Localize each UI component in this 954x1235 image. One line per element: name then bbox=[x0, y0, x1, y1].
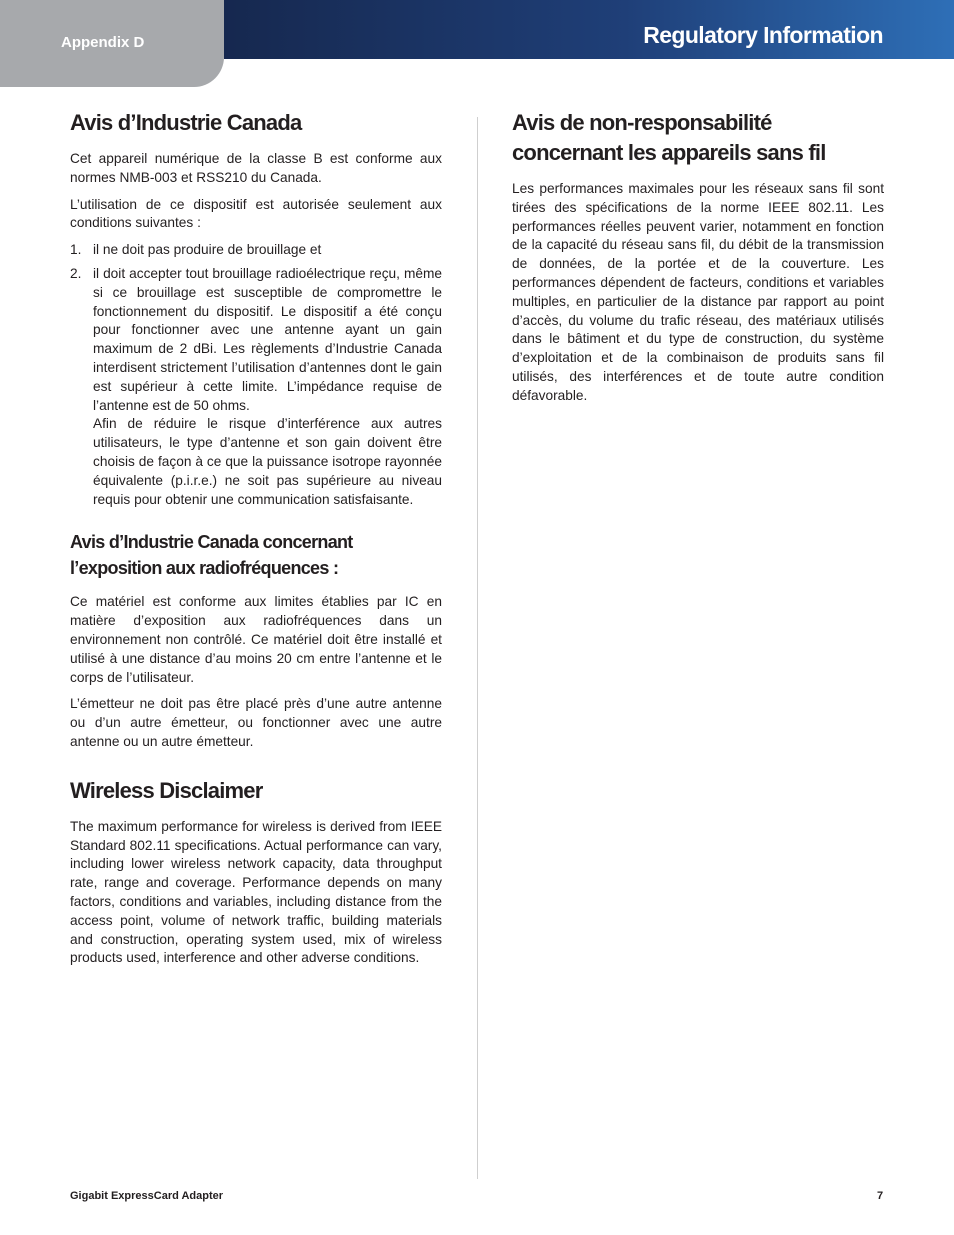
list-item bbox=[70, 265, 442, 509]
section-heading-non-responsabilite: Avis de non-responsabilité concernant les appareils sans fil bbox=[512, 110, 826, 165]
list-item-text: il ne doit pas produire de brouillage et bbox=[93, 242, 322, 258]
left-column bbox=[70, 108, 442, 976]
paragraph: Cet appareil numérique de la classe B est conforme aux normes NMB-003 et RSS210 du Canada. bbox=[70, 151, 442, 185]
paragraph: Ce matériel est conforme aux limites établies par IC en matière d’exposition aux radiofréquences dans un environnement non contrôlé. Ce matériel doit être installé et utilisé à une distance d’au moins 20 cm entre l’antenne et le corps de l’utilisateur. bbox=[70, 594, 442, 685]
list-number: 1. bbox=[70, 242, 82, 258]
paragraph: Les performances maximales pour les réseaux sans fil sont tirées des spécifications de la norme IEEE 802.11. Les performances réelles peuvent varier, notamment en fonction de la capacité du réseau sans fil, du débit de la transmission de données, de la portée et de la couverture. Les performances dépendent de facteurs, conditions et variables multiples, en particulier de la distance par rapport au point d’accès, du volume du trafic réseau, des matériaux utilisés dans le bâtiment et du type de construction, du système d’exploitation et de la combinaison de produits sans fil utilisés, des interférences et de toute autre condition défavorable. bbox=[512, 181, 884, 403]
right-column bbox=[512, 108, 884, 414]
conditions-list bbox=[70, 241, 442, 509]
page-title: Regulatory Information bbox=[643, 22, 883, 48]
section-heading-industry-canada: Avis d’Industrie Canada bbox=[70, 110, 302, 135]
section-heading-rf-exposure: Avis d’Industrie Canada concernant l’exposition aux radiofréquences : bbox=[70, 532, 353, 579]
list-item-text: Afin de réduire le risque d’interférence aux autres utilisateurs, le type d’antenne et son gain doivent être choisis de façon à ce que la puissance isotrope rayonnée équivalente (p.i.r.e.) ne soit pas supérieure au niveau requis pour obtenir une communication satisfaisante. bbox=[93, 416, 442, 507]
footer-page-number: 7 bbox=[877, 1190, 884, 1202]
appendix-label: Appendix D bbox=[61, 34, 145, 51]
list-item bbox=[70, 241, 442, 260]
footer-product: Gigabit ExpressCard Adapter bbox=[70, 1190, 224, 1202]
list-number: 2. bbox=[70, 265, 82, 281]
list-item-text: il doit accepter tout brouillage radioélectrique reçu, même si ce brouillage est susceptible de compromettre le fonctionnement du dispositif. Le dispositif a été conçu pour fonctionner avec une antenne ayant un gain maximum de 2 dBi. Les règlements d’Industrie Canada interdisent strictement l’utilisation d’antennes dont le gain est supérieur à cette limite. L’impédance requise de l’antenne est de 50 ohms. bbox=[93, 265, 442, 413]
paragraph: The maximum performance for wireless is derived from IEEE Standard 802.11 specifications. Actual performance can vary, including lower wireless network capacity, data throughput rate, range and coverage. Performance depends on many factors, conditions and variables, including distance from the access point, volume of network traffic, building materials and construction, operating system used, mix of wireless products used, interference and other adverse conditions. bbox=[70, 818, 442, 966]
column-divider bbox=[477, 117, 478, 1179]
section-heading-wireless-disclaimer: Wireless Disclaimer bbox=[70, 777, 263, 803]
paragraph: L’émetteur ne doit pas être placé près d’une autre antenne ou d’un autre émetteur, ou fonctionner avec une autre antenne ou un autre émetteur. bbox=[70, 696, 442, 749]
appendix-tab bbox=[0, 0, 224, 87]
paragraph: L’utilisation de ce dispositif est autorisée seulement aux conditions suivantes : bbox=[70, 196, 442, 231]
header-bar bbox=[224, 0, 954, 59]
